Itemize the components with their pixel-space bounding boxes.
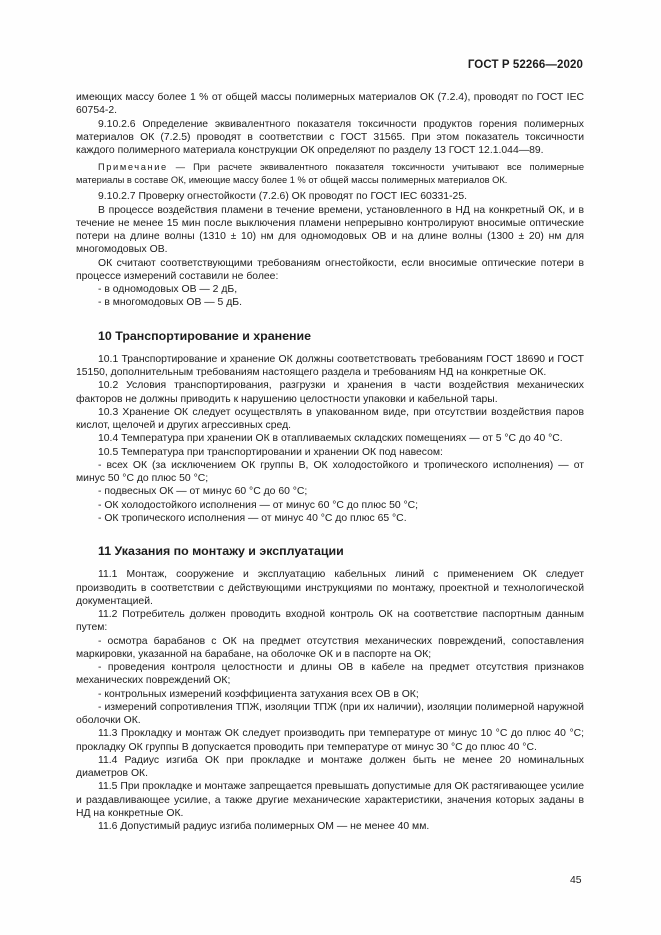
list-item: - проведения контроля целостности и длины ОВ в кабеле на предмет отсутствия признаков механических повреждений ОК; (76, 662, 584, 687)
paragraph: В процессе воздействия пламени в течение времени, установленного в НД на конкретный ОК, и в течение не менее 15 мин после выключения пламени непрерывно контролируют вносимые оптические потери на длине волны (1310 ± 10) нм для одномодовых ОВ и на длине волны (1300 ± 20) нм для многомодовых ОВ. (76, 204, 584, 256)
document-header: ГОСТ Р 52266—2020 (467, 59, 583, 71)
list-item: - подвесных ОК — от минус 60 °С до 60 °С; (98, 486, 308, 498)
note (76, 161, 584, 186)
paragraph: 10.5 Температура при транспортировании и хранении ОК под навесом: (98, 446, 443, 458)
list-item: - измерений сопротивления ТПЖ, изоляции ТПЖ (при их наличии), изоляции полимерной наружной оболочки ОК. (76, 701, 584, 726)
paragraph: 11.2 Потребитель должен проводить входной контроль ОК на соответствие паспортным данным путем: (76, 609, 584, 634)
paragraph: 11.3 Прокладку и монтаж ОК следует производить при температуре от минус 10 °С до плюс 40 °С; прокладку ОК группы В допускается проводить при температуре от минус 30 °С до плюс 40 °С. (76, 728, 584, 753)
section-10-heading-wrap (76, 330, 584, 343)
paragraph: 10.1 Транспортирование и хранение ОК должны соответствовать требованиям ГОСТ 18690 и ГОСТ 15150, дополнительным требованиям настоящего раздела и требованиям НД на конкретные ОК. (76, 353, 584, 378)
paragraph: 10.2 Условия транспортирования, разгрузки и хранения в части воздействия механических факторов не должны приводить к нарушению целостности упаковки и кабельной тары. (76, 380, 584, 405)
section-heading: 10 Транспортирование и хранение (98, 328, 311, 343)
document-body (76, 91, 584, 833)
paragraph: имеющих массу более 1 % от общей массы полимерных материалов ОК (7.2.4), проводят по ГОСТ IEC 60754-2. (76, 92, 584, 117)
list-item: - ОК холодостойкого исполнения — от минус 60 °С до плюс 50 °С; (98, 499, 419, 511)
paragraph: ОК считают соответствующими требованиям огнестойкости, если вносимые оптические потери в процессе измерений составили не более: (76, 257, 584, 282)
list-item: - контрольных измерений коэффициента затухания всех ОВ в ОК; (98, 688, 419, 700)
paragraph: 11.5 При прокладке и монтаже запрещается превышать допустимые для ОК растягивающее усилие и раздавливающее усилие, а также другие механические характеристики, значения которых заданы в НД на конкретные ОК. (76, 781, 584, 819)
paragraph: 10.3 Хранение ОК следует осуществлять в упакованном виде, при отсутствии воздействия паров кислот, щелочей и других агрессивных сред. (76, 406, 584, 431)
paragraph: 11.1 Монтаж, сооружение и эксплуатацию кабельных линий с применением ОК следует производить в соответствии с действующими инструкциями по монтажу, проектной и технологической документацией. (76, 569, 584, 607)
section-11-heading-wrap (76, 545, 584, 558)
list-item: - в одномодовых ОВ — 2 дБ, (98, 284, 238, 295)
paragraph: 11.4 Радиус изгиба ОК при прокладке и монтаже должен быть не менее 20 номинальных диаметров ОК. (76, 754, 584, 779)
paragraph: 10.4 Температура при хранении ОК в отапливаемых складских помещениях — от 5 °С до 40 °С. (98, 433, 563, 445)
section-heading: 11 Указания по монтажу и эксплуатации (98, 544, 344, 558)
list-item: - ОК тропического исполнения — от минус 40 °С до плюс 65 °С. (98, 512, 407, 524)
note-label: Примечание (98, 162, 168, 173)
paragraph: 11.6 Допустимый радиус изгиба полимерных ОМ — не менее 40 мм. (98, 821, 430, 832)
paragraph: 9.10.2.7 Проверку огнестойкости (7.2.6) ОК проводят по ГОСТ IEC 60331-25. (98, 191, 467, 203)
list-item: - в многомодовых ОВ — 5 дБ. (98, 297, 242, 309)
list-item: - всех ОК (за исключением ОК группы В, ОК холодостойкого и тропического исполнения) — от минус 50 °С до плюс 50 °С; (76, 459, 584, 484)
note-text: — При расчете эквивалентного показателя токсичности учитывают все полимерные материалы в составе ОК, имеющие массу более 1 % от общей массы полимерных материалов ОК. (76, 162, 584, 185)
paragraph: 9.10.2.6 Определение эквивалентного показателя токсичности продуктов горения полимерных материалов ОК (7.2.5) проводят в соответствии с ГОСТ 31565. При этом показатель токсичности каждого полимерного материала конструкции ОК определяют по разделу 13 ГОСТ 12.1.044—89. (76, 118, 584, 156)
list-item: - осмотра барабанов с ОК на предмет отсутствия механических повреждений, сопоставления маркировки, указанной на барабане, на оболочке ОК и в паспорте на ОК; (76, 635, 584, 660)
page-number: 45 (570, 875, 582, 886)
